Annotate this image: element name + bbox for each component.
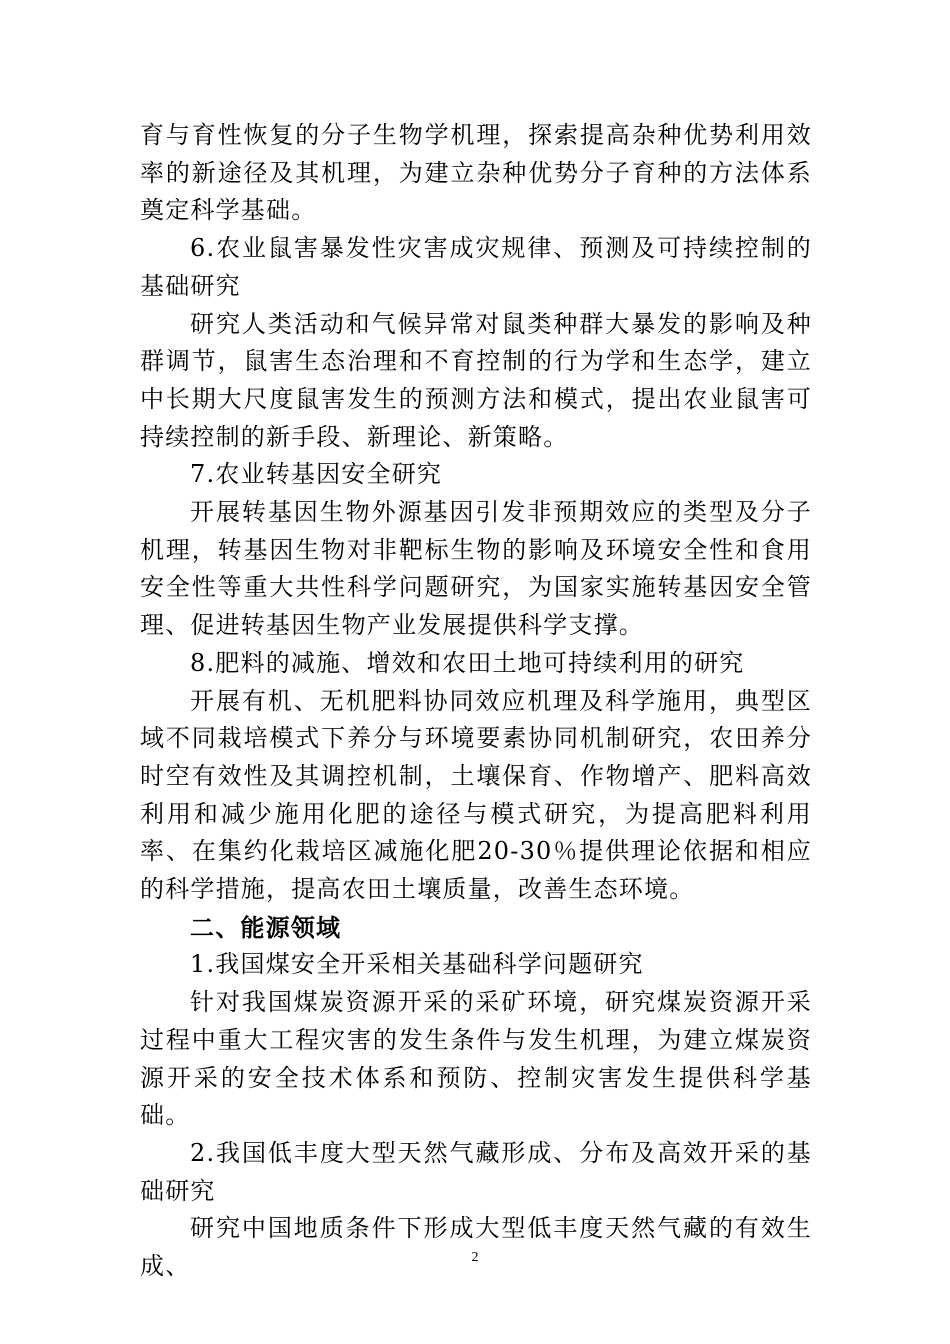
paragraph-coal-mining: 针对我国煤炭资源开采的采矿环境，研究煤炭资源开采过程中重大工程灾害的发生条件与发生机理，为建立煤炭资源开采的安全技术体系和预防、控制灾害发生提供科学基础。 [140,988,812,1130]
item-heading-rodent-research: 6.农业鼠害暴发性灾害成灾规律、预测及可持续控制的基础研究 [140,234,812,300]
item-heading-natural-gas: 2.我国低丰度大型天然气藏形成、分布及高效开采的基础研究 [140,1138,812,1205]
item-heading-transgenic-safety: 7.农业转基因安全研究 [190,460,443,489]
paragraph-natural-gas: 研究中国地质条件下形成大型低丰度天然气藏的有效生成、 [140,1214,812,1281]
paragraph-continuation: 育与育性恢复的分子生物学机理，探索提高杂种优势利用效率的新途径及其机理，为建立杂种优势分子育种的方法体系奠定科学基础。 [140,121,812,225]
paragraph-transgenic-safety: 开展转基因生物外源基因引发非预期效应的类型及分子机理，转基因生物对非靶标生物的影响及环境安全性和食用安全性等重大共性科学问题研究，为国家实施转基因安全管理、促进转基因生物产业发展提供科学支撑。 [140,498,812,640]
item-heading-coal-mining: 1.我国煤安全开采相关基础科学问题研究 [190,950,644,979]
document-body [140,117,812,1286]
page-number: 2 [471,1250,479,1265]
section-heading-energy: 二、能源领域 [190,912,342,942]
paragraph-fertilizer: 开展有机、无机肥料协同效应机理及科学施用，典型区域不同栽培模式下养分与环境要素协同机制研究，农田养分时空有效性及其调控机制，土壤保育、作物增产、肥料高效利用和减少施用化肥的途径与模式研究，为提高肥料利用率、在集约化栽培区减施化肥20-30％提供理论依据和相应的科学措施，提高农田土壤质量，改善生态环境。 [140,686,812,904]
paragraph-rodent-research: 研究人类活动和气候异常对鼠类种群大暴发的影响及种群调节，鼠害生态治理和不育控制的行为学和生态学，建立中长期大尺度鼠害发生的预测方法和模式，提出农业鼠害可持续控制的新手段、新理论、新策略。 [140,309,812,451]
item-heading-fertilizer: 8.肥料的减施、增效和农田土地可持续利用的研究 [190,648,745,677]
